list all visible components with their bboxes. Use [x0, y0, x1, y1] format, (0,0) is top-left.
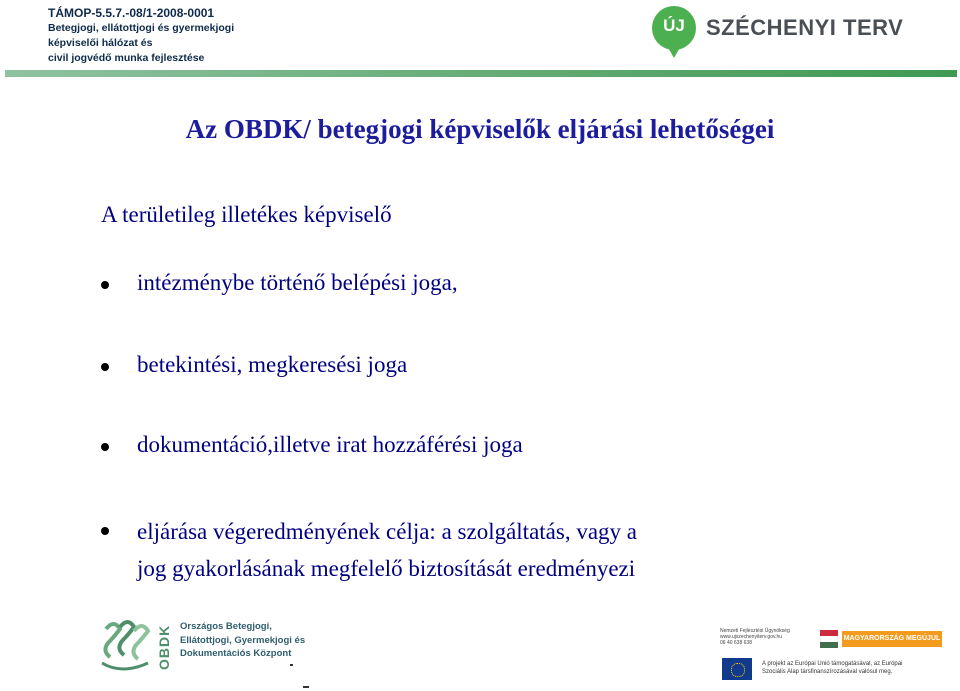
obdk-name-line-1: Országos Betegjogi, — [180, 621, 272, 632]
bullet-text: betekintési, megkeresési joga — [137, 352, 408, 377]
project-line-3: képviselői hálózat és — [48, 37, 153, 49]
eu-funding-line: Szociális Alap társfinanszírozásával valósul meg. — [762, 669, 893, 675]
nfu-contact-block — [720, 628, 790, 646]
megujul-banner: MAGYARORSZÁG MEGÚJUL — [842, 631, 942, 647]
eu-funding-footer — [712, 622, 952, 688]
hungarian-flag-icon — [820, 630, 838, 648]
obdk-name-line-2: Ellátottjogi, Gyermekjogi és — [180, 634, 306, 646]
bullet-item — [101, 352, 921, 378]
bullet-dot-icon — [101, 527, 109, 535]
bullet-text: dokumentáció,illetve irat hozzáférési joga — [137, 432, 523, 457]
header-divider-bar — [5, 70, 957, 77]
nfu-line: www.ujszechenyiterv.gov.hu — [720, 634, 783, 640]
eu-flag-icon — [722, 658, 752, 680]
bullet-text: intézménybe történő belépési joga, — [137, 270, 458, 295]
obdk-name-line-3: Dokumentációs Központ — [180, 648, 292, 659]
logo-wordmark: SZÉCHENYI TERV — [706, 15, 904, 40]
obdk-paragraph-mark-icon — [96, 617, 154, 675]
footer-mark — [290, 664, 293, 666]
slide-title: Az OBDK/ betegjogi képviselők eljárási lehetőségei — [185, 114, 775, 144]
bullet-item — [101, 432, 921, 458]
logo-badge-tail — [666, 44, 682, 58]
footer-mark — [303, 686, 309, 688]
obdk-logo — [96, 612, 306, 682]
bullet-item — [101, 513, 921, 587]
slide-subheading: A területileg illetékes képviselő — [101, 202, 392, 227]
logo-badge-text: ÚJ — [663, 16, 685, 35]
bullet-item — [101, 270, 921, 296]
nfu-line: Nemzeti Fejlesztési Ügynökség — [720, 628, 790, 634]
bullet-text-line-2: jog gyakorlásának megfelelő biztosítását eredményezi — [137, 556, 636, 581]
szechenyi-terv-logo — [652, 6, 904, 58]
project-line-4: civil jogvédő munka fejlesztése — [48, 52, 205, 64]
bullet-dot-icon — [101, 363, 109, 371]
bullet-text-line-1: eljárása végeredményének célja: a szolgáltatás, vagy a — [137, 519, 637, 544]
obdk-name — [180, 620, 305, 661]
nfu-line: 06 40 638 638 — [720, 640, 752, 646]
project-code: TÁMOP-5.5.7.-08/1-2008-0001 — [48, 6, 215, 20]
obdk-vertical-text: OBDK — [156, 624, 172, 670]
eu-funding-text — [762, 660, 902, 676]
project-header — [48, 6, 234, 66]
eu-funding-line: A projekt az Európai Unió támogatásával, az Európai — [762, 661, 903, 667]
bullet-dot-icon — [101, 443, 109, 451]
project-line-2: Betegjogi, ellátottjogi és gyermekjogi — [48, 22, 235, 34]
bullet-list — [101, 270, 921, 581]
eu-stars-icon — [731, 663, 745, 677]
bullet-dot-icon — [101, 281, 109, 289]
